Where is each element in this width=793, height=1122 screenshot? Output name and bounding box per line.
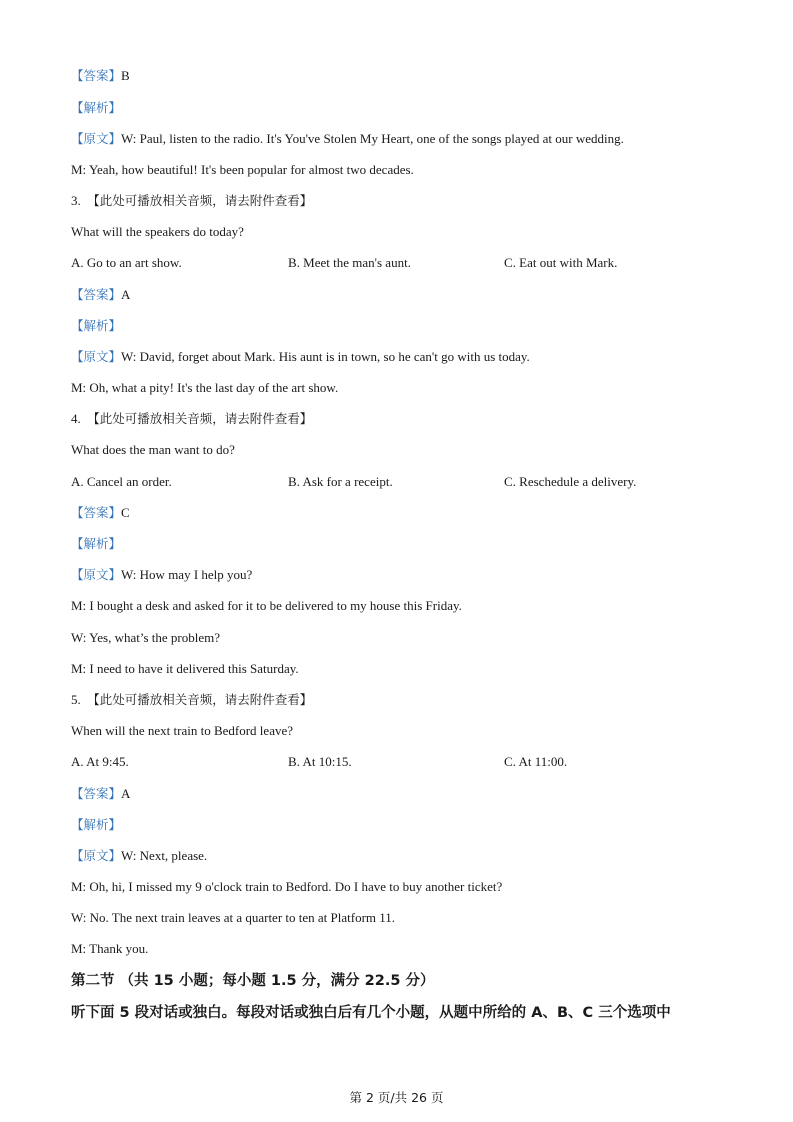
- answer-line-q2: [71, 67, 130, 85]
- analysis-line-q2: [71, 99, 121, 117]
- transcript-label: 【原文】: [71, 567, 122, 582]
- transcript-line: [71, 566, 252, 584]
- option-b-q3: B. Meet the man's aunt.: [288, 255, 411, 270]
- transcript-line: M: Yeah, how beautiful! It's been popular for almost two decades.: [71, 162, 414, 177]
- transcript-text: W: Next, please.: [121, 848, 208, 863]
- audio-note: 【此处可播放相关音频，请去附件查看】: [87, 692, 313, 707]
- option-c-q4: C. Reschedule a delivery.: [504, 474, 637, 489]
- answer-value: C: [121, 505, 130, 520]
- transcript-line: M: I need to have it delivered this Saturday.: [71, 661, 299, 676]
- transcript-label: 【原文】: [71, 131, 122, 146]
- answer-value: A: [121, 786, 131, 801]
- question-text-q4: What does the man want to do?: [71, 442, 235, 457]
- question-header-q5: [71, 691, 312, 709]
- transcript-text: W: How may I help you?: [121, 567, 253, 582]
- section-instruction: 听下面 5 段对话或独白。每段对话或独白后有几个小题，从题中所给的 A、B、C 三个选项中: [71, 1005, 671, 1021]
- audio-note: 【此处可播放相关音频，请去附件查看】: [87, 193, 313, 208]
- section-title: 第二节 （共 15 小题；每小题 1.5 分，满分 22.5 分）: [71, 973, 435, 989]
- analysis-label: 【解析】: [71, 536, 122, 551]
- question-header-q4: [71, 410, 312, 428]
- analysis-label: 【解析】: [71, 100, 122, 115]
- transcript-label: 【原文】: [71, 349, 122, 364]
- answer-line-q3: [71, 286, 130, 304]
- transcript-text: W: David, forget about Mark. His aunt is in town, so he can't go with us today.: [121, 349, 530, 364]
- analysis-line-q4: [71, 535, 121, 553]
- analysis-label: 【解析】: [71, 318, 122, 333]
- transcript-line: M: Oh, hi, I missed my 9 o'clock train to Bedford. Do I have to buy another ticket?: [71, 879, 503, 894]
- transcript-line: W: Yes, what’s the problem?: [71, 630, 220, 645]
- answer-label: 【答案】: [71, 287, 122, 302]
- answer-label: 【答案】: [71, 505, 122, 520]
- answer-value: B: [121, 68, 130, 83]
- option-c-q5: C. At 11:00.: [504, 754, 568, 769]
- answer-label: 【答案】: [71, 786, 122, 801]
- question-text-q5: When will the next train to Bedford leave?: [71, 723, 294, 738]
- option-a-q5: A. At 9:45.: [71, 754, 129, 769]
- transcript-line: [71, 847, 207, 865]
- question-number: 3.: [71, 193, 81, 208]
- option-a-q3: A. Go to an art show.: [71, 255, 182, 270]
- question-number: 5.: [71, 692, 81, 707]
- transcript-text: W: Paul, listen to the radio. It's You've Stolen My Heart, one of the songs played at our wedding.: [121, 131, 624, 146]
- answer-line-q5: [71, 785, 130, 803]
- option-b-q4: B. Ask for a receipt.: [288, 474, 393, 489]
- option-b-q5: B. At 10:15.: [288, 754, 352, 769]
- question-header-q3: [71, 192, 312, 210]
- transcript-line: M: Thank you.: [71, 941, 149, 956]
- analysis-label: 【解析】: [71, 817, 122, 832]
- analysis-line-q3: [71, 317, 121, 335]
- page-footer: 第 2 页/共 26 页: [349, 1090, 444, 1105]
- transcript-label: 【原文】: [71, 848, 122, 863]
- transcript-line: [71, 348, 530, 366]
- audio-note: 【此处可播放相关音频，请去附件查看】: [87, 411, 313, 426]
- transcript-line: M: I bought a desk and asked for it to be delivered to my house this Friday.: [71, 598, 462, 613]
- answer-value: A: [121, 287, 131, 302]
- transcript-line: [71, 130, 624, 148]
- question-number: 4.: [71, 411, 81, 426]
- answer-label: 【答案】: [71, 68, 122, 83]
- answer-line-q4: [71, 504, 130, 522]
- transcript-line: W: No. The next train leaves at a quarter to ten at Platform 11.: [71, 910, 396, 925]
- question-text-q3: What will the speakers do today?: [71, 224, 244, 239]
- transcript-line: M: Oh, what a pity! It's the last day of the art show.: [71, 380, 339, 395]
- analysis-line-q5: [71, 816, 121, 834]
- option-a-q4: A. Cancel an order.: [71, 474, 172, 489]
- option-c-q3: C. Eat out with Mark.: [504, 255, 618, 270]
